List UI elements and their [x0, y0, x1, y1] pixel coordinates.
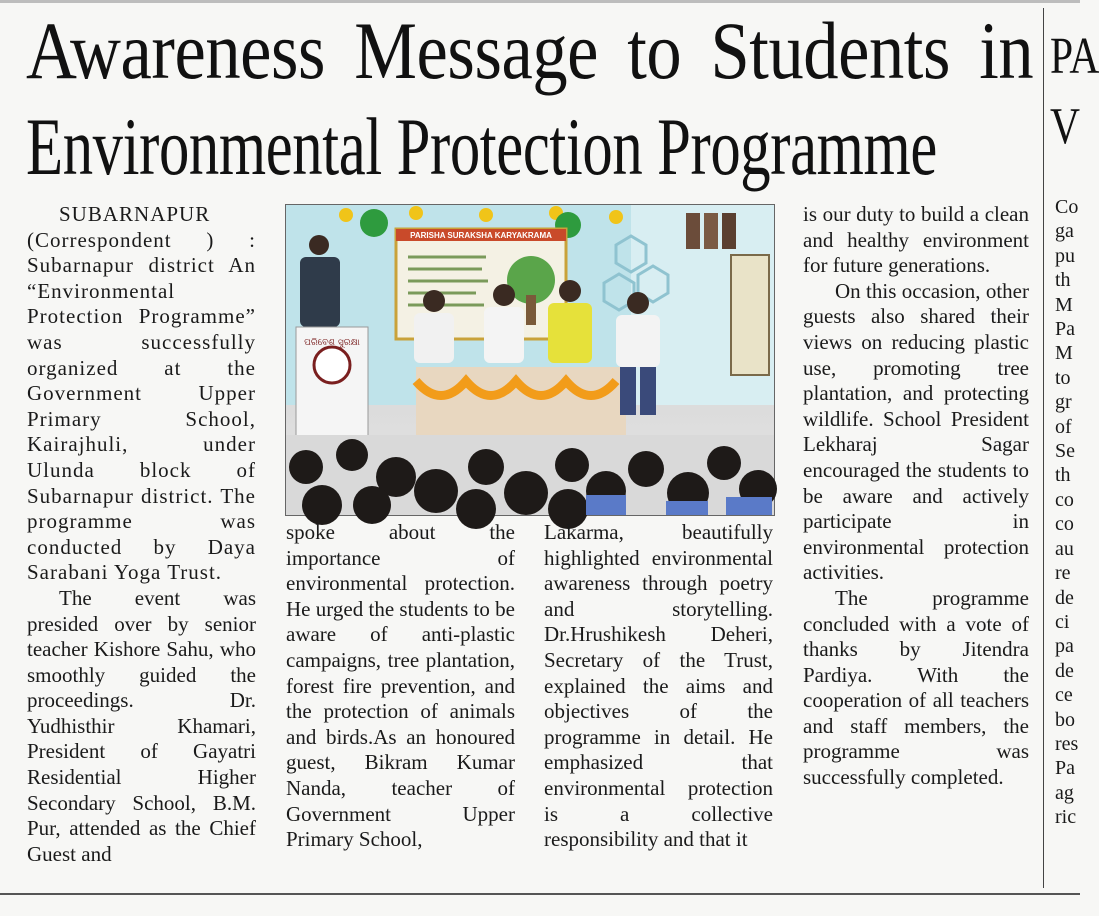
adjacent-text-fragment: th	[1055, 269, 1071, 292]
adjacent-text-fragment: th	[1055, 464, 1071, 487]
adjacent-headline-line-2: V	[1050, 98, 1081, 155]
adjacent-text-fragment: of	[1055, 415, 1072, 438]
adjacent-text-fragment: gr	[1055, 391, 1072, 414]
adjacent-text-fragment: au	[1055, 537, 1074, 560]
adjacent-text-fragment: ci	[1055, 610, 1070, 633]
headline-line-1: Awareness Message to Students in	[26, 5, 1034, 96]
article-paragraph-1: SUBARNAPUR (Correspondent ) : Subarnapur district An “Environmental Protection Programme” was successfully organized at the Government Upper Primary School, Kairajhuli, under Ulunda block of Subarnapur district. The programme was conducted by Daya Sarabani Yoga Trust.	[27, 202, 256, 585]
adjacent-article-headline	[1050, 22, 1099, 162]
adjacent-text-fragment: Pa	[1055, 757, 1075, 780]
adjacent-text-fragment: bo	[1055, 708, 1075, 731]
adjacent-text-fragment: Pa	[1055, 318, 1075, 341]
article-paragraph-7: The programme concluded with a vote of thanks by Jitendra Pardiya. With the cooperation of all teachers and staff members, the programme was successfully completed.	[803, 585, 1029, 790]
adjacent-text-fragment: co	[1055, 488, 1074, 511]
adjacent-text-fragment: M	[1055, 293, 1073, 316]
adjacent-text-fragment: ag	[1055, 781, 1074, 804]
adjacent-text-fragment: re	[1055, 562, 1071, 585]
headline-line-2: Environmental Protection Programme	[26, 101, 937, 192]
adjacent-text-fragment: to	[1055, 366, 1071, 389]
article-paragraph-5: is our duty to build a clean and healthy environment for future generations.	[803, 202, 1029, 278]
article-column-1	[27, 202, 256, 867]
adjacent-text-fragment: M	[1055, 342, 1073, 365]
adjacent-text-fragment: ce	[1055, 684, 1073, 707]
adjacent-text-fragment: pu	[1055, 244, 1075, 267]
article-column-4	[803, 202, 1029, 791]
adjacent-text-fragment: Se	[1055, 440, 1075, 463]
adjacent-text-fragment: ric	[1055, 806, 1077, 829]
photo-podium-sign: ପରିବେଶ ସୁରକ୍ଷା	[304, 338, 360, 348]
adjacent-text-fragment: res	[1055, 732, 1079, 755]
article-column-3	[544, 520, 773, 853]
article-paragraph-3: spoke about the importance of environmental protection. He urged the students to be aware of anti-plastic campaigns, tree plantation, forest fire prevention, and the protection of animals and birds.As an honoured guest, Bikram Kumar Nanda, teacher of Government Upper Primary School,	[286, 520, 515, 852]
adjacent-text-fragment: de	[1055, 659, 1074, 682]
adjacent-headline-line-1: PA	[1050, 28, 1099, 85]
article-headline	[26, 2, 1038, 194]
article-paragraph-4: Lakarma, beautifully highlighted environmental awareness through poetry and storytelling. Dr.Hrushikesh Deheri, Secretary of the Trust, explained the aims and objectives of the programme in detail. He emphasized that environmental protection is a collective responsibility and that it	[544, 520, 773, 852]
event-photo	[285, 204, 775, 516]
event-photo-illustration	[286, 205, 774, 515]
photo-banner-title: PARISHA SURAKSHA KARYAKRAMA	[410, 231, 552, 240]
adjacent-text-fragment: co	[1055, 513, 1074, 536]
adjacent-article-text	[1055, 195, 1080, 830]
bottom-rule	[0, 893, 1080, 895]
column-divider	[1043, 8, 1044, 888]
adjacent-text-fragment: de	[1055, 586, 1074, 609]
article-column-2	[286, 520, 515, 853]
adjacent-text-fragment: ga	[1055, 220, 1074, 243]
adjacent-text-fragment: Co	[1055, 196, 1079, 218]
article-paragraph-6: On this occasion, other guests also shared their views on reducing plastic use, promoting tree plantation, and protecting wildlife. School President Lekharaj Sagar encouraged the students to be aware and actively participate in environmental protection activities.	[803, 278, 1029, 585]
article-paragraph-2: The event was presided over by senior teacher Kishore Sahu, who smoothly guided the proceedings. Dr. Yudhisthir Khamari, President of Gayatri Residential Higher Secondary School, B.M. Pur, attended as the Chief Guest and	[27, 585, 256, 866]
adjacent-text-fragment: pa	[1055, 635, 1074, 658]
